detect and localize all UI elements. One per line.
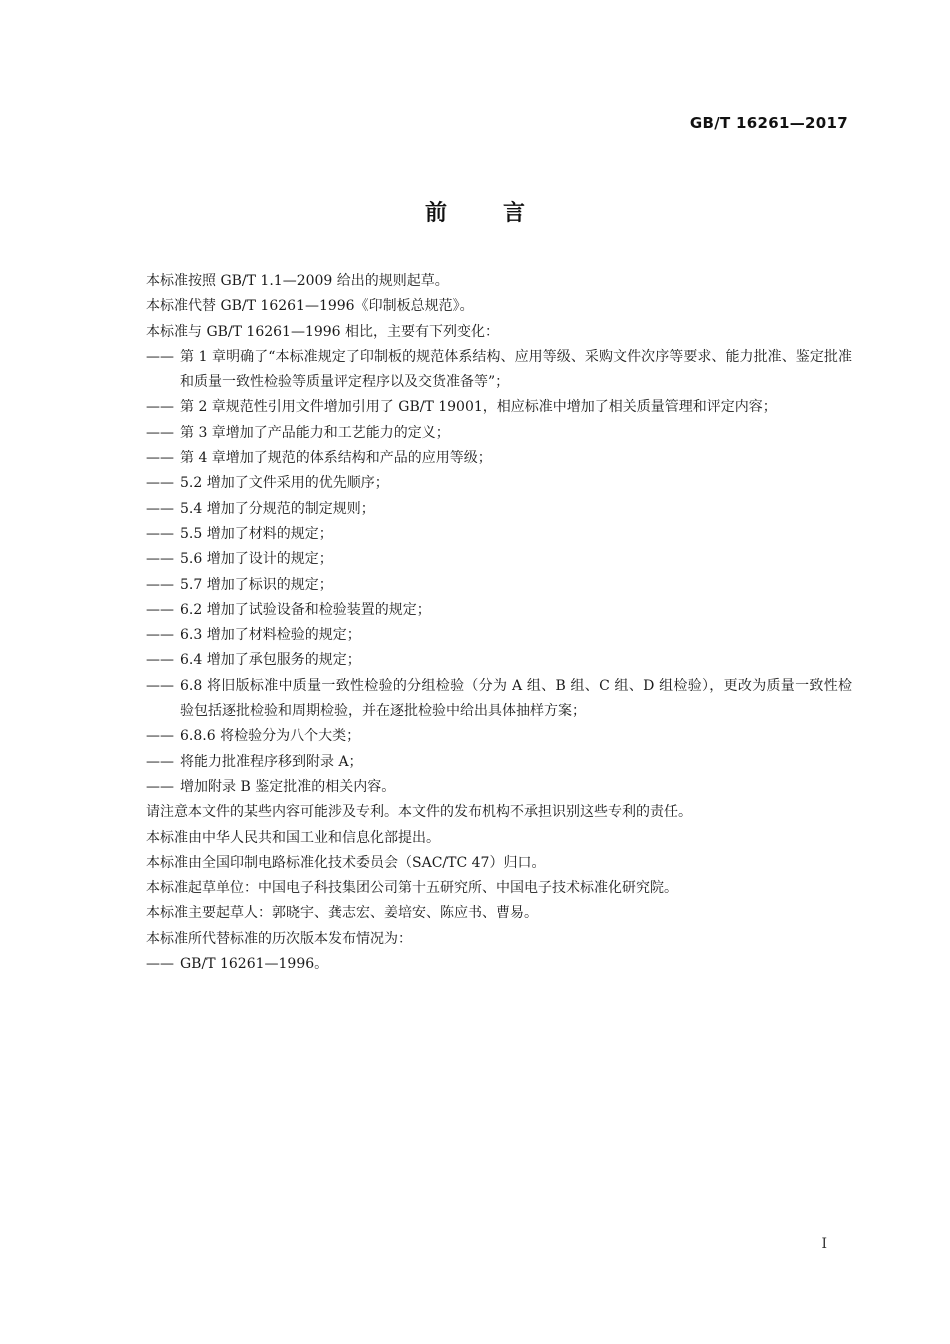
change-item (146, 775, 852, 800)
intro-paragraph: 本标准与 GB/T 16261—1996 相比，主要有下列变化： (146, 323, 500, 340)
change-text: 增加附录 B 鉴定批准的相关内容。 (180, 778, 396, 795)
change-text: 6.4 增加了承包服务的规定； (180, 652, 361, 669)
change-item (146, 421, 852, 446)
change-item (146, 522, 852, 547)
dash-marker: —— (146, 652, 174, 669)
change-text: 第 2 章规范性引用文件增加引用了 GB/T 19001，相应标准中增加了相关质量管理和评定内容； (180, 399, 777, 416)
dash-marker: —— (146, 677, 174, 694)
change-text: 第 3 章增加了产品能力和工艺能力的定义； (180, 424, 450, 441)
change-text: 5.4 增加了分规范的制定规则； (180, 500, 375, 517)
change-text: 6.3 增加了材料检验的规定； (180, 627, 361, 644)
closing-paragraph: 请注意本文件的某些内容可能涉及专利。本文件的发布机构不承担识别这些专利的责任。 (146, 804, 692, 821)
dash-marker: —— (146, 475, 174, 492)
closing-paragraph: 本标准起草单位：中国电子科技集团公司第十五研究所、中国电子技术标准化研究院。 (146, 880, 678, 897)
history-text: GB/T 16261—1996。 (180, 956, 329, 973)
change-item (146, 648, 852, 673)
change-item (146, 623, 852, 648)
change-item (146, 547, 852, 572)
change-item (146, 471, 852, 496)
closing-paragraph: 本标准主要起草人：郭晓宇、龚志宏、姜培安、陈应书、曹易。 (146, 905, 538, 922)
dash-marker: —— (146, 399, 174, 416)
change-text: 第 4 章增加了规范的体系结构和产品的应用等级； (180, 450, 492, 467)
page-number: I (821, 1236, 827, 1252)
standard-code: GB/T 16261—2017 (689, 114, 848, 132)
closing-paragraph: 本标准所代替标准的历次版本发布情况为： (146, 930, 412, 947)
change-item (146, 724, 852, 749)
dash-marker: —— (146, 753, 174, 770)
change-text: 6.8.6 将检验分为八个大类； (180, 728, 361, 745)
closing-paragraph: 本标准由全国印制电路标准化技术委员会（SAC/TC 47）归口。 (146, 854, 546, 871)
change-text: 5.5 增加了材料的规定； (180, 525, 333, 542)
dash-marker: —— (146, 500, 174, 517)
change-text: 5.7 增加了标识的规定； (180, 576, 333, 593)
dash-marker: —— (146, 627, 174, 644)
dash-marker: —— (146, 424, 174, 441)
change-text: 5.2 增加了文件采用的优先顺序； (180, 475, 389, 492)
dash-marker: —— (146, 551, 174, 568)
change-item (146, 446, 852, 471)
dash-marker: —— (146, 956, 174, 973)
change-text: 第 1 章明确了“本标准规定了印制板的规范体系结构、应用等级、采购文件次序等要求、能力批准、鉴定批准和质量一致性检验等质量评定程序以及交货准备等”； (180, 348, 852, 391)
change-item (146, 573, 852, 598)
dash-marker: —— (146, 728, 174, 745)
change-item (146, 395, 852, 420)
dash-marker: —— (146, 450, 174, 467)
page-title: 前言 (424, 201, 581, 226)
closing-paragraph: 本标准由中华人民共和国工业和信息化部提出。 (146, 829, 440, 846)
change-item (146, 345, 852, 396)
intro-paragraph: 本标准按照 GB/T 1.1—2009 给出的规则起草。 (146, 273, 449, 289)
dash-marker: —— (146, 576, 174, 593)
change-item (146, 497, 852, 522)
change-item (146, 674, 852, 725)
intro-paragraph: 本标准代替 GB/T 16261—1996《印制板总规范》。 (146, 298, 474, 315)
change-text: 6.8 将旧版标准中质量一致性检验的分组检验（分为 A 组、B 组、C 组、D 组检验），更改为质量一致性检验包括逐批检验和周期检验，并在逐批检验中给出具体抽样方案； (180, 677, 852, 720)
dash-marker: —— (146, 525, 174, 542)
change-text: 5.6 增加了设计的规定； (180, 551, 333, 568)
change-text: 6.2 增加了试验设备和检验装置的规定； (180, 601, 431, 618)
history-item (146, 952, 852, 977)
dash-marker: —— (146, 348, 174, 365)
dash-marker: —— (146, 601, 174, 618)
change-text: 将能力批准程序移到附录 A； (180, 753, 363, 770)
dash-marker: —— (146, 778, 174, 795)
document-body (146, 269, 852, 977)
change-item (146, 750, 852, 775)
change-item (146, 598, 852, 623)
